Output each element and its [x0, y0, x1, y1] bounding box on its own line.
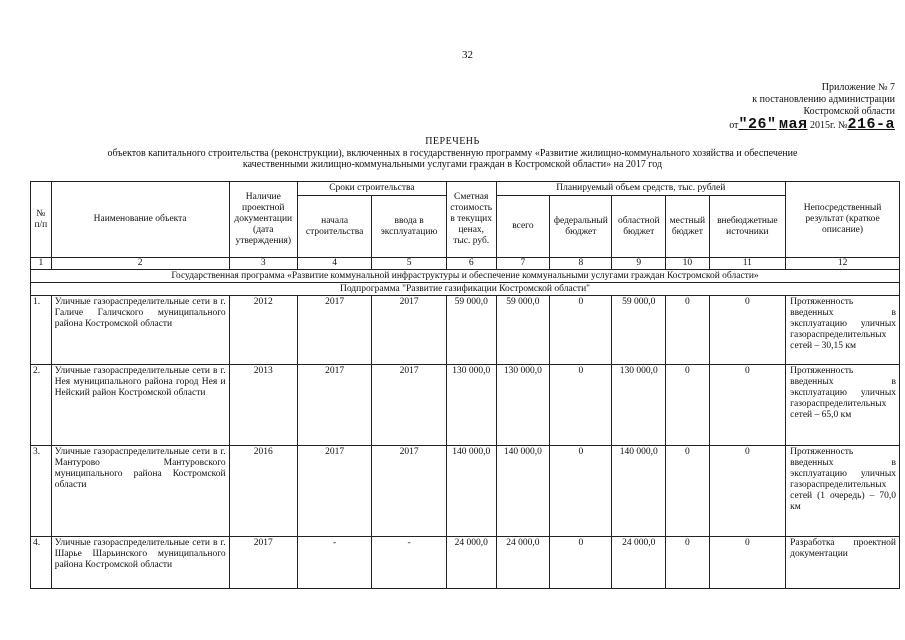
row-docs: 2016 [229, 446, 297, 537]
row-start: 2017 [297, 446, 371, 537]
table-row [31, 365, 900, 446]
row-estimate: 24 000,0 [446, 537, 496, 589]
annex-date-prefix: от [729, 120, 739, 131]
row-commission: 2017 [372, 365, 446, 446]
row-local: 0 [666, 446, 709, 537]
header-total: всего [496, 196, 550, 258]
column-number: 10 [666, 258, 709, 270]
program-title: Государственная программа «Развитие коммунальной инфраструктуры и обеспечение коммунальными услугами граждан Костромской области» [31, 270, 900, 283]
row-regional: 59 000,0 [612, 296, 666, 365]
row-docs: 2012 [229, 296, 297, 365]
row-result: Протяженность введенных в эксплуатацию уличных газораспределительных сетей – 65,0 км [786, 365, 900, 446]
column-numbers-row [31, 258, 900, 270]
table-row [31, 296, 900, 365]
header-result: Непосредственный результат (краткое описание) [786, 182, 900, 258]
header-start: начала строительства [297, 196, 371, 258]
row-estimate: 130 000,0 [446, 365, 496, 446]
row-total: 130 000,0 [496, 365, 550, 446]
row-num: 3. [31, 446, 52, 537]
page-number: 32 [462, 49, 473, 61]
header-terms: Сроки строительства [297, 182, 446, 196]
row-extra: 0 [709, 446, 786, 537]
table-row [31, 537, 900, 589]
header-local: местный бюджет [666, 196, 709, 258]
row-result: Разработка проектной документации [786, 537, 900, 589]
row-estimate: 140 000,0 [446, 446, 496, 537]
row-total: 59 000,0 [496, 296, 550, 365]
annex-title: Приложение № 7 [821, 82, 895, 93]
table-row [31, 446, 900, 537]
header-federal: федеральный бюджет [550, 196, 612, 258]
row-total: 24 000,0 [496, 537, 550, 589]
row-regional: 130 000,0 [612, 365, 666, 446]
row-name: Уличные газораспределительные сети в г. Мантурово Мантуровского муниципального района Костромской области [51, 446, 229, 537]
header-num: № п/п [31, 182, 52, 258]
annex-block [675, 82, 895, 132]
annex-line-2: к постановлению администрации [752, 94, 895, 105]
column-number: 11 [709, 258, 786, 270]
row-num: 4. [31, 537, 52, 589]
subprogram-title: Подпрограмма "Развитие газификации Костромской области" [31, 283, 900, 296]
header-extra: внебюджетные источники [709, 196, 786, 258]
row-federal: 0 [550, 446, 612, 537]
row-name: Уличные газораспределительные сети в г. Шарье Шарьинского муниципального района Костромской области [51, 537, 229, 589]
row-extra: 0 [709, 537, 786, 589]
row-name: Уличные газораспределительные сети в г. Галиче Галичского муниципального района Костромской области [51, 296, 229, 365]
header-commission: ввода в эксплуатацию [372, 196, 446, 258]
column-number: 7 [496, 258, 550, 270]
column-number: 9 [612, 258, 666, 270]
row-federal: 0 [550, 365, 612, 446]
row-result: Протяженность введенных в эксплуатацию уличных газораспределительных сетей (1 очередь) – 70,0 км [786, 446, 900, 537]
annex-year: 2015г. № [809, 120, 848, 131]
row-num: 1. [31, 296, 52, 365]
row-name: Уличные газораспределительные сети в г. Нея муниципального района город Нея и Нейский район Костромской области [51, 365, 229, 446]
annex-month: мая [778, 116, 808, 133]
subprogram-row [31, 283, 900, 296]
column-number: 2 [51, 258, 229, 270]
row-extra: 0 [709, 296, 786, 365]
header-estimate: Сметная стоимость в текущих ценах, тыс. руб. [446, 182, 496, 258]
header-row-1 [31, 182, 900, 196]
row-federal: 0 [550, 537, 612, 589]
row-estimate: 59 000,0 [446, 296, 496, 365]
document-title: ПЕРЕЧЕНЬ [425, 136, 480, 147]
header-name: Наименование объекта [51, 182, 229, 258]
objects-table [30, 181, 900, 589]
row-extra: 0 [709, 365, 786, 446]
row-start: - [297, 537, 371, 589]
row-num: 2. [31, 365, 52, 446]
row-local: 0 [666, 537, 709, 589]
row-regional: 140 000,0 [612, 446, 666, 537]
header-regional: областной бюджет [612, 196, 666, 258]
column-number: 6 [446, 258, 496, 270]
row-federal: 0 [550, 296, 612, 365]
row-regional: 24 000,0 [612, 537, 666, 589]
column-number: 3 [229, 258, 297, 270]
program-row [31, 270, 900, 283]
row-local: 0 [666, 296, 709, 365]
row-result: Протяженность введенных в эксплуатацию уличных газораспределительных сетей – 30,15 км [786, 296, 900, 365]
column-number: 1 [31, 258, 52, 270]
header-docs: Наличие проектной документации (дата утверждения) [229, 182, 297, 258]
row-total: 140 000,0 [496, 446, 550, 537]
document-subtitle-line-1: объектов капитального строительства (реконструкции), включенных в государственную программу «Развитие жилищно-коммунального хозяйства и обеспечение [107, 147, 798, 159]
row-commission: 2017 [372, 296, 446, 365]
header-planned: Планируемый объем средств, тыс. рублей [496, 182, 786, 196]
row-local: 0 [666, 365, 709, 446]
column-number: 8 [550, 258, 612, 270]
annex-date-line [675, 116, 895, 133]
row-start: 2017 [297, 365, 371, 446]
row-start: 2017 [297, 296, 371, 365]
column-number: 4 [297, 258, 371, 270]
row-docs: 2017 [229, 537, 297, 589]
annex-number: 216-а [847, 116, 895, 133]
row-commission: - [372, 537, 446, 589]
document-subtitle-line-2: качественными жилищно-коммунальными услугами граждан в Костромской области» на 2017 год [242, 159, 663, 170]
document-heading [0, 136, 905, 171]
row-docs: 2013 [229, 365, 297, 446]
annex-day: "26" [738, 116, 777, 133]
column-number: 5 [372, 258, 446, 270]
annex-line-3: Костромской области [803, 106, 895, 117]
column-number: 12 [786, 258, 900, 270]
row-commission: 2017 [372, 446, 446, 537]
